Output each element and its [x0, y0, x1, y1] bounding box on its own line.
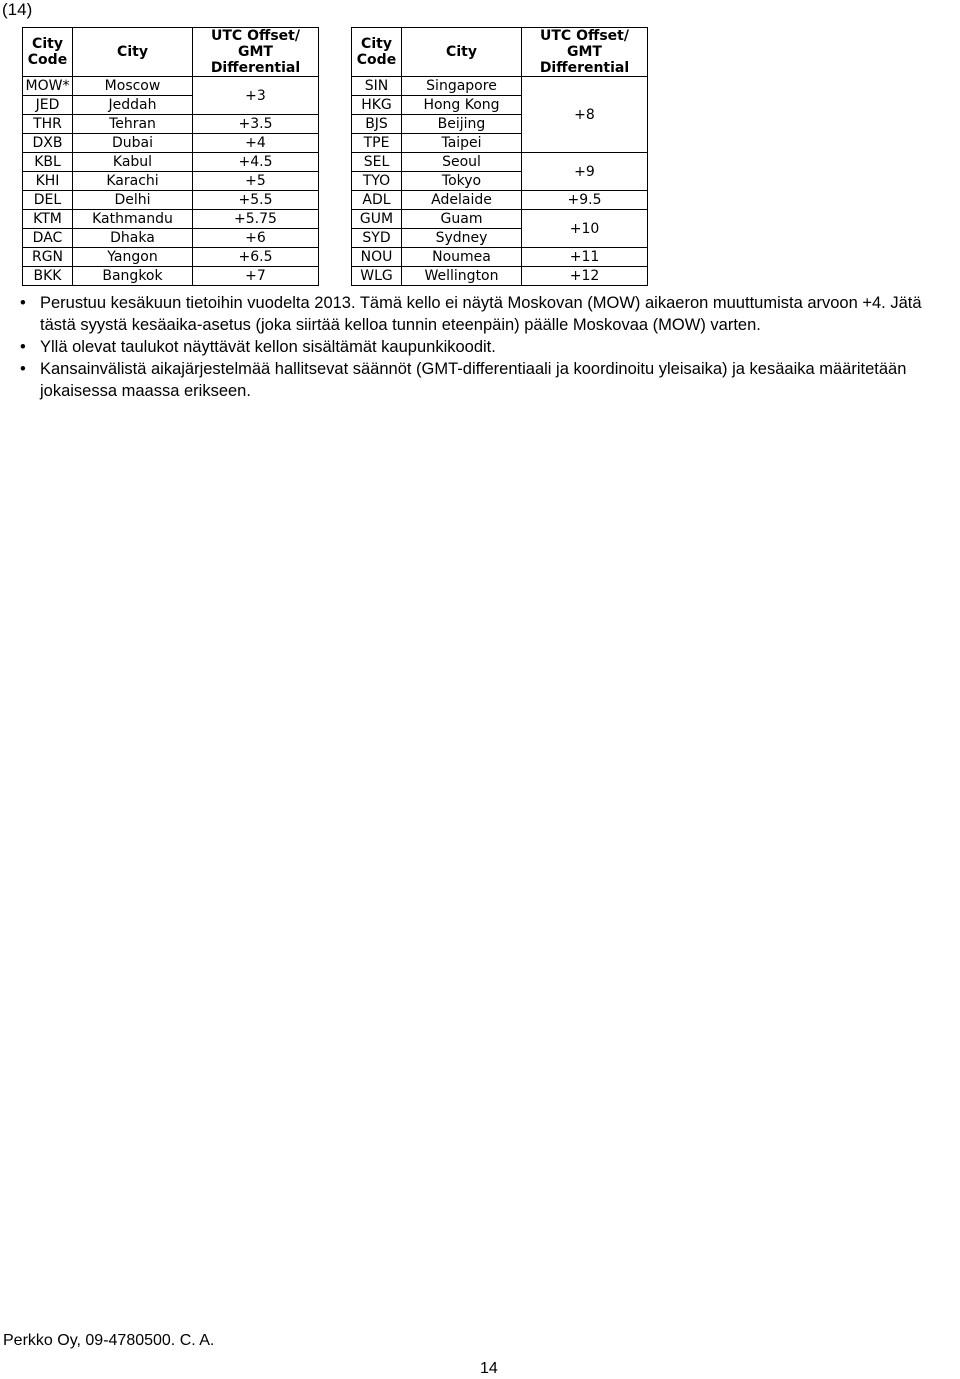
city-name: Kathmandu	[73, 210, 193, 229]
table-row	[352, 153, 648, 172]
city-name: Adelaide	[402, 191, 522, 210]
utc-offset: +4.5	[193, 153, 319, 172]
city-name: Seoul	[402, 153, 522, 172]
city-code: SYD	[352, 229, 402, 248]
table-row	[23, 210, 319, 229]
city-name: Tokyo	[402, 172, 522, 191]
city-name: Wellington	[402, 267, 522, 286]
city-name: Taipei	[402, 134, 522, 153]
city-name: Dhaka	[73, 229, 193, 248]
city-code: MOW*	[23, 77, 73, 96]
utc-offset: +4	[193, 134, 319, 153]
city-code: BKK	[23, 267, 73, 286]
city-name: Tehran	[73, 115, 193, 134]
city-code: NOU	[352, 248, 402, 267]
note-item	[20, 336, 940, 358]
bullet-icon: •	[20, 338, 26, 356]
table-row	[352, 267, 648, 286]
city-name: Singapore	[402, 77, 522, 96]
page-number: 14	[480, 1360, 498, 1377]
city-code: KTM	[23, 210, 73, 229]
utc-offset: +11	[522, 248, 648, 267]
utc-offset: +12	[522, 267, 648, 286]
city-name: Guam	[402, 210, 522, 229]
table-header-row	[23, 28, 319, 77]
city-code-table-right	[351, 27, 648, 286]
table-row	[352, 191, 648, 210]
utc-offset: +3	[193, 77, 319, 115]
table-row	[23, 267, 319, 286]
header-city-code: City Code	[352, 28, 402, 77]
city-name: Moscow	[73, 77, 193, 96]
note-item	[20, 358, 940, 402]
utc-offset: +5.75	[193, 210, 319, 229]
table-row	[23, 153, 319, 172]
table-row	[23, 191, 319, 210]
header-city: City	[73, 28, 193, 77]
table-row	[352, 77, 648, 96]
city-name: Hong Kong	[402, 96, 522, 115]
utc-offset: +6.5	[193, 248, 319, 267]
city-name: Bangkok	[73, 267, 193, 286]
city-code: WLG	[352, 267, 402, 286]
table-row	[23, 172, 319, 191]
city-code: BJS	[352, 115, 402, 134]
city-name: Karachi	[73, 172, 193, 191]
page-label-top: (14)	[2, 0, 33, 19]
city-name: Jeddah	[73, 96, 193, 115]
city-code: RGN	[23, 248, 73, 267]
header-utc-offset: UTC Offset/ GMT Differential	[193, 28, 319, 77]
utc-offset: +9	[522, 153, 648, 191]
city-code: TPE	[352, 134, 402, 153]
footer-company: Perkko Oy, 09-4780500. C. A.	[3, 1332, 215, 1349]
utc-offset: +9.5	[522, 191, 648, 210]
city-name: Dubai	[73, 134, 193, 153]
table-row	[23, 115, 319, 134]
city-code: GUM	[352, 210, 402, 229]
table-row	[23, 134, 319, 153]
city-code: THR	[23, 115, 73, 134]
city-code: ADL	[352, 191, 402, 210]
city-name: Delhi	[73, 191, 193, 210]
table-row	[352, 248, 648, 267]
note-text: Perustuu kesäkuun tietoihin vuodelta 2013. Tämä kello ei näytä Moskovan (MOW) aikaeron muuttumista arvoon +4. Jätä tästä syystä kesäaika-asetus (joka siirtää kelloa tunnin eteenpäin) päälle Moskovaa (MOW) varten.	[40, 294, 922, 334]
city-name: Sydney	[402, 229, 522, 248]
utc-offset: +8	[522, 77, 648, 153]
city-code: KBL	[23, 153, 73, 172]
utc-offset: +5	[193, 172, 319, 191]
header-city-code: City Code	[23, 28, 73, 77]
table-header-row	[352, 28, 648, 77]
bullet-icon: •	[20, 294, 26, 312]
header-utc-offset: UTC Offset/ GMT Differential	[522, 28, 648, 77]
utc-offset: +6	[193, 229, 319, 248]
bullet-icon: •	[20, 360, 26, 378]
table-row	[23, 248, 319, 267]
table-row	[352, 210, 648, 229]
city-name: Yangon	[73, 248, 193, 267]
note-text: Kansainvälistä aikajärjestelmää hallitsevat säännöt (GMT-differentiaali ja koordinoitu yleisaika) ja kesäaika määritetään jokaisessa maassa erikseen.	[40, 360, 907, 400]
note-item	[20, 292, 940, 336]
utc-offset: +5.5	[193, 191, 319, 210]
city-code: DEL	[23, 191, 73, 210]
utc-offset: +10	[522, 210, 648, 248]
city-code: SEL	[352, 153, 402, 172]
table-row	[23, 77, 319, 96]
city-code: DXB	[23, 134, 73, 153]
note-text: Yllä olevat taulukot näyttävät kellon sisältämät kaupunkikoodit.	[40, 338, 496, 356]
utc-offset: +7	[193, 267, 319, 286]
city-code: JED	[23, 96, 73, 115]
utc-offset: +3.5	[193, 115, 319, 134]
city-code: KHI	[23, 172, 73, 191]
city-code: SIN	[352, 77, 402, 96]
city-name: Noumea	[402, 248, 522, 267]
city-code: HKG	[352, 96, 402, 115]
city-code: TYO	[352, 172, 402, 191]
city-code-table-left	[22, 27, 319, 286]
city-code: DAC	[23, 229, 73, 248]
header-city: City	[402, 28, 522, 77]
city-name: Kabul	[73, 153, 193, 172]
city-name: Beijing	[402, 115, 522, 134]
table-row	[23, 229, 319, 248]
notes-list	[20, 292, 940, 402]
